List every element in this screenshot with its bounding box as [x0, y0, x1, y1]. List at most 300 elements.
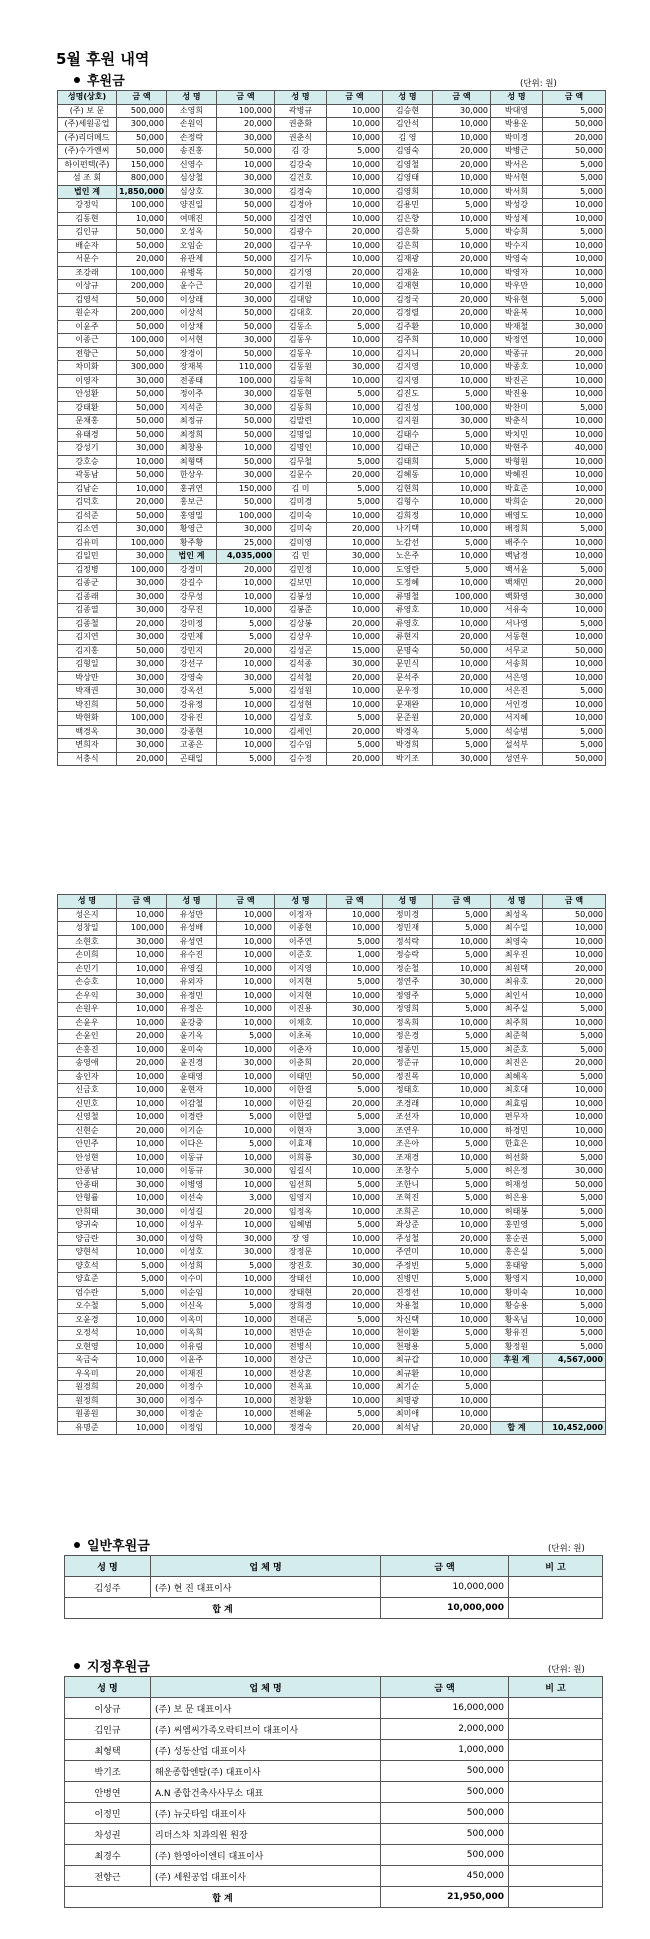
donation-amount: 30,000 — [217, 401, 275, 415]
table-row — [58, 1219, 606, 1233]
donor-name: 신영철 — [58, 1111, 117, 1125]
donor-name: 성창일 — [58, 922, 117, 936]
donation-amount: 10,000 — [543, 1286, 606, 1300]
donor-name: 임길식 — [275, 1165, 327, 1179]
donor-name: 서은진 — [491, 685, 543, 699]
column-header: 금 액 — [327, 895, 383, 909]
donation-amount: 5,000 — [433, 739, 491, 753]
donor-name: 이종근 — [58, 334, 117, 348]
donation-amount: 20,000 — [217, 644, 275, 658]
donation-amount: 30,000 — [117, 577, 167, 591]
donation-amount: 5,000 — [433, 1340, 491, 1354]
donor-name: 이다은 — [167, 1138, 217, 1152]
table-row — [58, 509, 606, 523]
column-header: 성 명 — [65, 1677, 151, 1698]
table-row — [58, 1232, 606, 1246]
donor-name: 김기두 — [275, 253, 327, 267]
donation-amount: 10,000 — [217, 1340, 275, 1354]
table-row — [58, 104, 606, 118]
donor-name: 장 영 — [275, 1232, 327, 1246]
donor-name: 좌상준 — [383, 1219, 433, 1233]
donor-name: 서동현 — [491, 631, 543, 645]
table-row — [58, 523, 606, 537]
donation-amount: 10,000 — [217, 962, 275, 976]
donor-name: 권춘식 — [275, 131, 327, 145]
donor-name: 김석준 — [58, 509, 117, 523]
donor-name: 김지홍 — [58, 644, 117, 658]
subtotal-label: 법인 계 — [58, 185, 117, 199]
donation-amount: 20,000 — [327, 1057, 383, 1071]
donation-amount: 5,000 — [327, 1408, 383, 1422]
donation-amount: 5,000 — [433, 1381, 491, 1395]
donation-amount: 5,000 — [433, 1178, 491, 1192]
table-row — [58, 644, 606, 658]
donation-amount: 10,000 — [217, 698, 275, 712]
donation-amount: 25,000 — [217, 536, 275, 550]
donation-amount: 100,000 — [217, 104, 275, 118]
donor-name: 조혁진 — [383, 1192, 433, 1206]
donor-name: 조창수 — [383, 1165, 433, 1179]
donation-amount: 10,000 — [217, 1327, 275, 1341]
table-row — [58, 563, 606, 577]
donor-name: 박대영 — [491, 104, 543, 118]
donation-amount: 20,000 — [327, 671, 383, 685]
donor-name: 박서은 — [491, 158, 543, 172]
donor-name: 류명철 — [383, 590, 433, 604]
donation-amount: 10,000 — [217, 1408, 275, 1422]
donor-name: 최효림 — [491, 1097, 543, 1111]
donor-name: 박유현 — [491, 293, 543, 307]
donation-amount: 10,000 — [433, 1151, 491, 1165]
table-row — [58, 1246, 606, 1260]
donor-name: 김영희 — [383, 185, 433, 199]
donor-name: 성연우 — [491, 752, 543, 766]
donor-name: 오수철 — [58, 1300, 117, 1314]
donor-name: 김영태 — [383, 172, 433, 186]
donation-amount: 100,000 — [117, 199, 167, 213]
donor-name: 박서현 — [491, 172, 543, 186]
table-row — [58, 698, 606, 712]
donation-amount: 20,000 — [117, 1381, 167, 1395]
donation-amount: 500,000 — [381, 1761, 509, 1782]
donation-amount: 5,000 — [543, 104, 606, 118]
donor-name: 손정락 — [167, 131, 217, 145]
subtotal-amount: 10,452,000 — [543, 1421, 606, 1435]
donation-amount: 5,000 — [543, 1232, 606, 1246]
donation-amount: 30,000 — [217, 469, 275, 483]
donor-name: 하경민 — [491, 1124, 543, 1138]
table-row — [58, 671, 606, 685]
donation-amount: 10,000 — [217, 1097, 275, 1111]
donor-name: 안성환 — [58, 388, 117, 402]
donor-name: 김기영 — [275, 266, 327, 280]
donor-name: 허선화 — [491, 1151, 543, 1165]
donor-name: 안희태 — [58, 1205, 117, 1219]
donor-name — [491, 1394, 543, 1408]
donor-name: 박희순 — [491, 496, 543, 510]
donation-amount: 50,000 — [117, 226, 167, 240]
donation-amount: 30,000 — [327, 1003, 383, 1017]
donor-name: 김동원 — [275, 361, 327, 375]
donation-amount: 5,000 — [327, 976, 383, 990]
table-row — [58, 469, 606, 483]
donor-name: 임혜범 — [275, 1219, 327, 1233]
donor-name: 유태경 — [58, 428, 117, 442]
donor-name: 엄수란 — [58, 1286, 117, 1300]
donation-amount: 100,000 — [117, 334, 167, 348]
donor-name: 곽병규 — [275, 104, 327, 118]
total-label: 합 계 — [65, 1887, 381, 1908]
donation-amount: 10,000 — [117, 1421, 167, 1435]
donor-name: 박정연 — [491, 334, 543, 348]
donor-name: 권춘화 — [275, 118, 327, 132]
donation-amount: 30,000 — [117, 725, 167, 739]
company-title: (주) 한영아이엔티 대표이사 — [151, 1845, 381, 1866]
donor-name: 김봉성 — [275, 590, 327, 604]
donor-name: 김태희 — [383, 455, 433, 469]
donation-amount: 10,000 — [433, 212, 491, 226]
donor-name: 강정익 — [58, 199, 117, 213]
table-row — [65, 1698, 603, 1719]
donor-name: 박서희 — [491, 185, 543, 199]
column-header: 성 명 — [383, 91, 433, 105]
donation-amount: 10,000 — [433, 334, 491, 348]
donation-amount: 5,000 — [543, 172, 606, 186]
donor-name: 임영지 — [275, 1192, 327, 1206]
donor-name: 김 강 — [275, 145, 327, 159]
donation-amount: 10,000 — [433, 118, 491, 132]
donor-name: 배주수 — [491, 536, 543, 550]
table-row — [58, 617, 606, 631]
donation-amount: 10,000 — [217, 935, 275, 949]
donation-amount: 5,000 — [327, 388, 383, 402]
donation-amount: 50,000 — [543, 908, 606, 922]
donation-amount: 20,000 — [217, 239, 275, 253]
unit-label: (단위: 원) — [548, 1544, 585, 1554]
donation-amount: 20,000 — [117, 617, 167, 631]
donation-amount: 10,000 — [327, 1138, 383, 1152]
table-row — [58, 1367, 606, 1381]
donor-name: 김동우 — [275, 334, 327, 348]
donation-amount: 5,000 — [543, 293, 606, 307]
donor-name: 서송희 — [491, 658, 543, 672]
donor-name: 김문수 — [275, 469, 327, 483]
donation-amount: 100,000 — [217, 509, 275, 523]
donation-amount: 10,000 — [327, 401, 383, 415]
page-title: 5월 후원 내역 — [56, 50, 150, 68]
donor-name: 박재권 — [58, 685, 117, 699]
donor-name: 이순임 — [167, 1286, 217, 1300]
donation-amount: 10,000 — [327, 1340, 383, 1354]
donation-amount: 10,000 — [327, 908, 383, 922]
donor-name: 배정희 — [491, 523, 543, 537]
donor-name: 박효준 — [491, 482, 543, 496]
donation-amount: 20,000 — [433, 253, 491, 267]
donor-name: 박우만 — [491, 280, 543, 294]
table-row — [58, 1259, 606, 1273]
donor-name: 이윤주 — [58, 320, 117, 334]
donation-amount: 10,000 — [217, 1178, 275, 1192]
donation-amount: 30,000 — [433, 104, 491, 118]
donor-name: 안민주 — [58, 1138, 117, 1152]
donor-name: 김경연 — [275, 212, 327, 226]
donor-name: 조선자 — [383, 1111, 433, 1125]
donation-amount: 10,000 — [327, 104, 383, 118]
donation-amount: 5,000 — [433, 1259, 491, 1273]
donation-amount: 5,000 — [327, 145, 383, 159]
donor-name: 이성길 — [167, 1205, 217, 1219]
donation-amount: 30,000 — [117, 671, 167, 685]
donation-amount: 50,000 — [217, 347, 275, 361]
donor-name: 박기조 — [383, 752, 433, 766]
donation-amount: 10,000 — [543, 1111, 606, 1125]
donation-amount: 10,000 — [327, 428, 383, 442]
donor-name: 박승희 — [491, 226, 543, 240]
donor-name: 최영숙 — [491, 935, 543, 949]
subtotal-label: 후원 계 — [491, 1354, 543, 1368]
donation-amount: 30,000 — [117, 590, 167, 604]
donation-amount: 10,000 — [217, 158, 275, 172]
donation-amount — [543, 1394, 606, 1408]
donor-name: 김강숙 — [275, 158, 327, 172]
donation-amount: 10,000 — [327, 1273, 383, 1287]
donor-name: 원경희 — [58, 1381, 117, 1395]
donation-amount: 10,000 — [217, 739, 275, 753]
donation-amount: 10,000 — [217, 1354, 275, 1368]
table-row — [58, 739, 606, 753]
donor-name: 김종열 — [58, 604, 117, 618]
donation-amount: 20,000 — [433, 347, 491, 361]
donor-name: 문채홍 — [58, 415, 117, 429]
donor-name: 김지연 — [58, 631, 117, 645]
donation-amount: 5,000 — [327, 935, 383, 949]
donor-name: 류현지 — [383, 631, 433, 645]
donation-amount: 10,000 — [217, 1219, 275, 1233]
donor-name: 최석남 — [383, 1421, 433, 1435]
donation-amount: 30,000 — [217, 523, 275, 537]
donation-amount: 10,000 — [543, 199, 606, 213]
company-title: 리더스차 치과의원 원장 — [151, 1824, 381, 1845]
remark — [509, 1845, 603, 1866]
donor-name: 장태현 — [275, 1286, 327, 1300]
donor-name: 이서현 — [167, 334, 217, 348]
donation-amount: 10,000 — [433, 131, 491, 145]
donation-amount: 20,000 — [117, 1124, 167, 1138]
donation-amount: 150,000 — [217, 482, 275, 496]
donation-amount: 5,000 — [543, 1192, 606, 1206]
donation-amount: 10,000 — [327, 212, 383, 226]
donation-amount: 50,000 — [117, 293, 167, 307]
donor-name: 원정희 — [58, 1394, 117, 1408]
donation-amount: 5,000 — [433, 1138, 491, 1152]
table-row — [58, 199, 606, 213]
donation-amount: 10,000 — [433, 1111, 491, 1125]
donor-name: 이지현 — [275, 989, 327, 1003]
donation-amount: 10,000 — [543, 307, 606, 321]
donation-amount: 10,000 — [217, 908, 275, 922]
donor-name: 장정문 — [275, 1246, 327, 1260]
donation-amount: 10,000 — [327, 158, 383, 172]
donor-name — [491, 1367, 543, 1381]
donation-amount: 10,000 — [327, 280, 383, 294]
table-row — [58, 415, 606, 429]
donation-amount: 10,000 — [433, 185, 491, 199]
column-header: 성 명 — [275, 895, 327, 909]
designated-donations-table — [64, 1676, 603, 1908]
donation-amount: 10,000 — [217, 712, 275, 726]
donation-amount: 5,000 — [433, 199, 491, 213]
donor-name: 이주연 — [275, 935, 327, 949]
donation-amount: 30,000 — [117, 685, 167, 699]
donations-table-2 — [57, 894, 606, 1435]
donation-amount: 10,000 — [433, 550, 491, 564]
donation-amount: 10,000 — [217, 1367, 275, 1381]
company-title: (주) 보 문 대표이사 — [151, 1698, 381, 1719]
donor-name: 김소연 — [58, 523, 117, 537]
donation-amount: 10,000 — [327, 374, 383, 388]
donation-amount: 10,000 — [433, 577, 491, 591]
donor-name: 홍보근 — [167, 496, 217, 510]
donor-name: 서은영 — [491, 671, 543, 685]
donation-amount: 50,000 — [117, 347, 167, 361]
donor-name: 양호석 — [58, 1259, 117, 1273]
donation-amount: 10,000 — [543, 989, 606, 1003]
donation-amount: 10,000 — [543, 334, 606, 348]
donation-amount: 30,000 — [117, 1232, 167, 1246]
donor-name: 김동현 — [58, 212, 117, 226]
donor-name: 김유미 — [58, 536, 117, 550]
table-row — [58, 1151, 606, 1165]
donor-name: 손민기 — [58, 962, 117, 976]
donation-amount: 10,000 — [543, 415, 606, 429]
donation-amount: 10,000 — [327, 185, 383, 199]
donation-amount: 20,000 — [433, 671, 491, 685]
donor-name: 정준규 — [383, 1057, 433, 1071]
donation-amount: 20,000 — [433, 307, 491, 321]
donor-name: 김종군 — [58, 577, 117, 591]
donation-amount: 10,000 — [327, 685, 383, 699]
donor-name: 이초록 — [275, 1030, 327, 1044]
donation-amount: 10,000 — [117, 455, 167, 469]
donor-name: 최우진 — [491, 949, 543, 963]
donor-name: 강민지 — [167, 644, 217, 658]
table-row — [58, 1070, 606, 1084]
donor-name: 양진일 — [167, 199, 217, 213]
donation-amount: 40,000 — [543, 442, 606, 456]
donation-amount: 10,000 — [543, 935, 606, 949]
donor-name: 신현순 — [58, 1124, 117, 1138]
donor-name: 차성권 — [65, 1824, 151, 1845]
donor-name: 이상래 — [167, 293, 217, 307]
donor-name: 손우익 — [58, 989, 117, 1003]
remark — [509, 1866, 603, 1887]
donor-name: 배순자 — [58, 239, 117, 253]
donation-amount: 10,000 — [433, 280, 491, 294]
donation-amount: 10,000 — [433, 1286, 491, 1300]
donor-name: 차용철 — [383, 1300, 433, 1314]
table-row — [58, 361, 606, 375]
total-amount: 10,000,000 — [381, 1598, 509, 1619]
column-header: 금 액 — [327, 91, 383, 105]
table-header-row — [65, 1556, 603, 1577]
donation-amount: 10,000 — [433, 496, 491, 510]
table-row — [58, 631, 606, 645]
donation-amount: 30,000 — [217, 185, 275, 199]
donation-amount: 100,000 — [117, 712, 167, 726]
donor-name: 이윤주 — [167, 1354, 217, 1368]
donor-name: 김일민 — [58, 550, 117, 564]
donation-amount: 10,000 — [543, 1138, 606, 1152]
donor-name: 유성연 — [167, 935, 217, 949]
donor-name: 오성옥 — [167, 226, 217, 240]
donor-name: 유명준 — [58, 1421, 117, 1435]
donation-amount: 10,000 — [327, 293, 383, 307]
table-row — [58, 307, 606, 321]
total-row — [65, 1598, 603, 1619]
donor-name — [491, 1408, 543, 1422]
donation-amount: 10,000 — [433, 266, 491, 280]
donation-amount: 10,000 — [543, 509, 606, 523]
table-row — [58, 185, 606, 199]
donation-amount: 5,000 — [217, 1300, 275, 1314]
donation-amount: 5,000 — [433, 1165, 491, 1179]
donation-amount: 5,000 — [543, 1003, 606, 1017]
donation-amount: 30,000 — [543, 320, 606, 334]
donor-name: 장재복 — [167, 361, 217, 375]
donor-name: 이현자 — [275, 1124, 327, 1138]
donor-name: 최창용 — [167, 442, 217, 456]
donor-name: 변희자 — [58, 739, 117, 753]
donor-name: 최준호 — [491, 1043, 543, 1057]
donor-name: 조경래 — [383, 1097, 433, 1111]
donor-name: 정경숙 — [275, 1421, 327, 1435]
donation-amount: 10,000 — [117, 1097, 167, 1111]
donor-name: 정이주 — [167, 388, 217, 402]
donor-name: 황옥님 — [491, 1313, 543, 1327]
donor-name: 최경수 — [65, 1845, 151, 1866]
donor-name: 김동혁 — [275, 374, 327, 388]
donor-name: 장경이 — [167, 347, 217, 361]
donor-name: 배영도 — [491, 509, 543, 523]
donation-amount: 10,000 — [433, 1097, 491, 1111]
donor-name: 김정렬 — [383, 307, 433, 321]
donation-amount: 10,000 — [543, 604, 606, 618]
donation-amount: 5,000 — [543, 1259, 606, 1273]
donation-amount: 10,000 — [543, 280, 606, 294]
donation-amount: 10,000 — [433, 442, 491, 456]
table-header-row — [58, 91, 606, 105]
donation-amount: 30,000 — [117, 374, 167, 388]
donation-amount: 10,000 — [327, 1300, 383, 1314]
donation-amount: 5,000 — [327, 496, 383, 510]
donation-amount: 5,000 — [433, 1003, 491, 1017]
donation-amount: 5,000 — [433, 428, 491, 442]
table-row — [58, 293, 606, 307]
donor-name: 조연우 — [383, 1124, 433, 1138]
table-row — [58, 962, 606, 976]
donation-amount: 50,000 — [543, 145, 606, 159]
donation-amount: 50,000 — [217, 226, 275, 240]
donation-amount: 10,000 — [543, 428, 606, 442]
donation-amount: 30,000 — [117, 935, 167, 949]
column-header: 금 액 — [433, 91, 491, 105]
donor-name: 김상봉 — [275, 617, 327, 631]
donor-name: 김수임 — [275, 739, 327, 753]
table-row — [58, 1394, 606, 1408]
section-title-general — [74, 1535, 150, 1554]
donation-amount: 10,000 — [217, 442, 275, 456]
table-row — [65, 1719, 603, 1740]
